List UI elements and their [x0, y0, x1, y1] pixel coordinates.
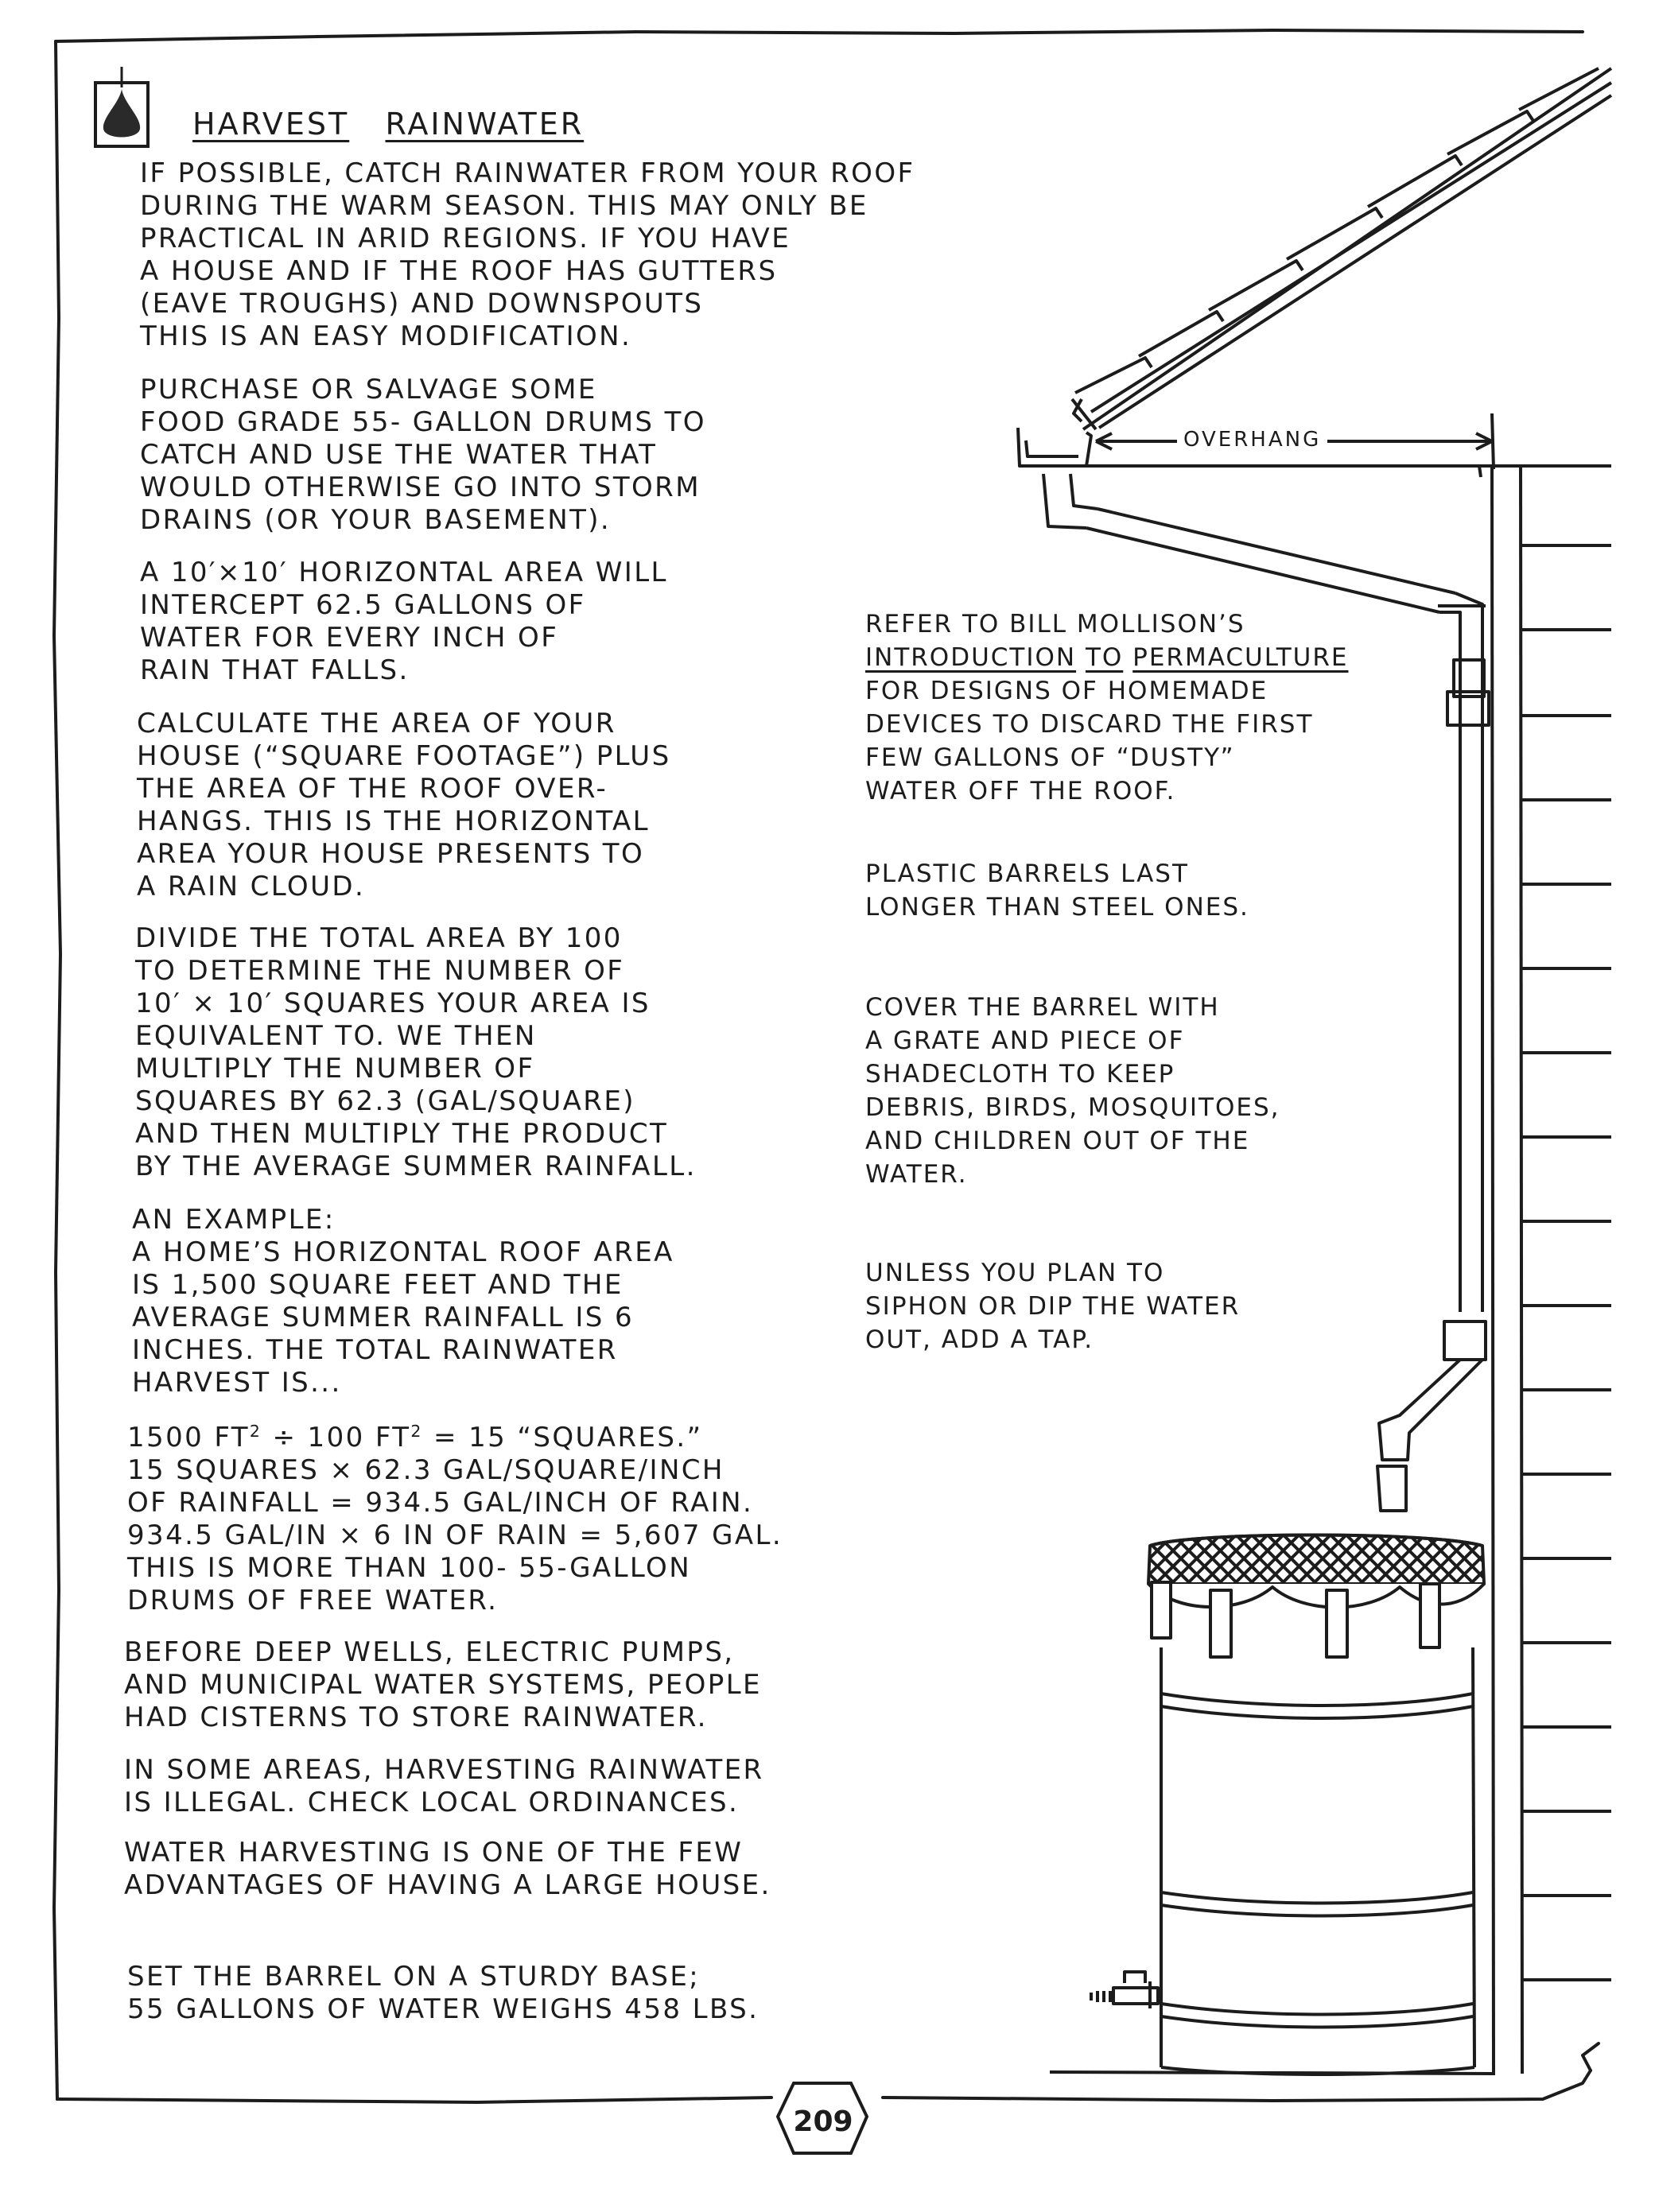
text-line: HARVEST IS...: [132, 1367, 342, 1399]
text-line: THIS IS AN EASY MODIFICATION.: [140, 320, 632, 352]
text-line: EQUIVALENT TO. WE THEN: [135, 1020, 537, 1052]
paragraph-intercept: [140, 557, 668, 687]
book-title: [865, 641, 1348, 674]
text-line: HAD CISTERNS TO STORE RAINWATER.: [124, 1702, 708, 1733]
text-line: WATER FOR EVERY INCH OF: [140, 622, 559, 654]
text-line: 934.5 GAL/IN × 6 IN OF RAIN = 5,607 GAL.: [127, 1519, 783, 1551]
note-add-tap: [865, 1256, 1240, 1356]
text-line: LONGER THAN STEEL ONES.: [865, 893, 1249, 922]
paragraph-calculate-area: [137, 708, 671, 903]
text-line: 10′ × 10′ SQUARES YOUR AREA IS: [135, 988, 651, 1019]
text-line: 15 SQUARES × 62.3 GAL/SQUARE/INCH: [127, 1454, 725, 1486]
text-line: FOR DESIGNS OF HOMEMADE: [865, 677, 1268, 705]
book-title-word: PERMACULTURE: [1132, 643, 1349, 672]
text-line: WOULD OTHERWISE GO INTO STORM: [140, 472, 701, 503]
text-line: 55 GALLONS OF WATER WEIGHS 458 LBS.: [127, 1993, 760, 2025]
text-line: DRAINS (OR YOUR BASEMENT).: [140, 504, 612, 536]
paragraph-calculation: [127, 1422, 783, 1617]
text-line: WATER HARVESTING IS ONE OF THE FEW: [124, 1837, 744, 1869]
text-line: OUT, ADD A TAP.: [865, 1325, 1094, 1354]
overhang-label: OVERHANG: [1177, 428, 1327, 452]
text-line: IS 1,500 SQUARE FEET AND THE: [132, 1269, 624, 1301]
formula-part: 1500 FT: [127, 1422, 250, 1453]
text-line: INCHES. THE TOTAL RAINWATER: [132, 1334, 618, 1366]
note-plastic-barrels: [865, 857, 1249, 924]
text-line: IF POSSIBLE, CATCH RAINWATER FROM YOUR ROOF: [140, 157, 915, 189]
text-line: THIS IS MORE THAN 100- 55-GALLON: [127, 1552, 692, 1584]
text-line: AVERAGE SUMMER RAINFALL IS 6: [132, 1302, 635, 1333]
paragraph-sturdy-base: [127, 1961, 759, 2026]
rain-barrel-drawing: [1091, 1535, 1484, 2075]
paragraph-intro: [140, 157, 915, 353]
paragraph-illegal: [124, 1754, 764, 1819]
formula-part: ÷ 100 FT: [262, 1422, 411, 1453]
paragraph-cisterns: [124, 1636, 762, 1734]
text-line: TO DETERMINE THE NUMBER OF: [135, 955, 625, 987]
text-line: BY THE AVERAGE SUMMER RAINFALL.: [135, 1151, 697, 1182]
text-line: (EAVE TROUGHS) AND DOWNSPOUTS: [140, 288, 704, 320]
text-line: AN EXAMPLE:: [132, 1204, 336, 1236]
formula-part: = 15 “SQUARES.”: [422, 1422, 703, 1453]
text-line: IS ILLEGAL. CHECK LOCAL ORDINANCES.: [124, 1787, 740, 1818]
text-line: AREA YOUR HOUSE PRESENTS TO: [137, 838, 645, 870]
paragraph-divide: [135, 922, 697, 1183]
text-line: AND THEN MULTIPLY THE PRODUCT: [135, 1118, 669, 1150]
formula-exponent: 2: [249, 1421, 262, 1441]
water-drop-icon: [95, 67, 148, 146]
text-line: A 10′×10′ HORIZONTAL AREA WILL: [140, 557, 668, 588]
book-title-word: INTRODUCTION: [865, 643, 1077, 672]
text-line: A HOME’S HORIZONTAL ROOF AREA: [132, 1236, 674, 1268]
title-word-harvest: HARVEST: [192, 107, 350, 142]
text-line: AND MUNICIPAL WATER SYSTEMS, PEOPLE: [124, 1669, 762, 1701]
text-line: DURING THE WARM SEASON. THIS MAY ONLY BE: [140, 190, 868, 222]
text-line: BEFORE DEEP WELLS, ELECTRIC PUMPS,: [124, 1636, 735, 1668]
title-word-rainwater: RAINWATER: [385, 107, 585, 142]
formula-exponent: 2: [410, 1421, 423, 1441]
paragraph-large-house: [124, 1837, 771, 1902]
note-mollison: [865, 607, 1348, 808]
text-line: WATER.: [865, 1160, 968, 1189]
text-line: THE AREA OF THE ROOF OVER-: [137, 773, 608, 805]
text-line: HOUSE (“SQUARE FOOTAGE”) PLUS: [137, 740, 671, 772]
text-line: RAIN THAT FALLS.: [140, 654, 410, 686]
text-line: COVER THE BARREL WITH: [865, 993, 1220, 1022]
page-title: [192, 107, 584, 142]
text-line: DEVICES TO DISCARD THE FIRST: [865, 710, 1314, 739]
text-line: AND CHILDREN OUT OF THE: [865, 1127, 1250, 1155]
text-line: SHADECLOTH TO KEEP: [865, 1060, 1175, 1089]
text-line: UNLESS YOU PLAN TO: [865, 1259, 1165, 1287]
text-line: ADVANTAGES OF HAVING A LARGE HOUSE.: [124, 1869, 771, 1901]
text-line: SIPHON OR DIP THE WATER: [865, 1292, 1241, 1321]
text-line: WATER OFF THE ROOF.: [865, 777, 1176, 805]
text-line: A RAIN CLOUD.: [137, 871, 366, 902]
page-number: 209: [793, 2105, 853, 2138]
text-line: PURCHASE OR SALVAGE SOME: [140, 374, 597, 406]
text-line: A GRATE AND PIECE OF: [865, 1026, 1185, 1055]
note-cover-barrel: [865, 991, 1280, 1191]
text-line: A HOUSE AND IF THE ROOF HAS GUTTERS: [140, 255, 778, 287]
text-line: MULTIPLY THE NUMBER OF: [135, 1053, 535, 1085]
text-line: HANGS. THIS IS THE HORIZONTAL: [137, 805, 650, 837]
text-line: CALCULATE THE AREA OF YOUR: [137, 708, 616, 739]
text-line: SQUARES BY 62.3 (GAL/SQUARE): [135, 1085, 635, 1117]
paragraph-purchase-drums: [140, 374, 706, 537]
text-line: DRUMS OF FREE WATER.: [127, 1585, 499, 1616]
formula-line: [127, 1422, 783, 1454]
text-line: CATCH AND USE THE WATER THAT: [140, 439, 658, 471]
text-line: PLASTIC BARRELS LAST: [865, 860, 1189, 888]
text-line: FOOD GRADE 55- GALLON DRUMS TO: [140, 406, 706, 438]
text-line: IN SOME AREAS, HARVESTING RAINWATER: [124, 1754, 764, 1786]
paragraph-example: [132, 1204, 674, 1399]
tap-icon: [1091, 1972, 1158, 2008]
text-line: INTERCEPT 62.5 GALLONS OF: [140, 589, 586, 621]
text-line: DEBRIS, BIRDS, MOSQUITOES,: [865, 1093, 1280, 1122]
text-line: PRACTICAL IN ARID REGIONS. IF YOU HAVE: [140, 223, 791, 254]
text-line: SET THE BARREL ON A STURDY BASE;: [127, 1961, 701, 1993]
book-title-word: TO: [1085, 643, 1124, 672]
text-line: REFER TO BILL MOLLISON’S: [865, 610, 1245, 638]
text-line: DIVIDE THE TOTAL AREA BY 100: [135, 922, 623, 954]
text-line: OF RAINFALL = 934.5 GAL/INCH OF RAIN.: [127, 1487, 754, 1519]
text-line: FEW GALLONS OF “DUSTY”: [865, 743, 1235, 772]
